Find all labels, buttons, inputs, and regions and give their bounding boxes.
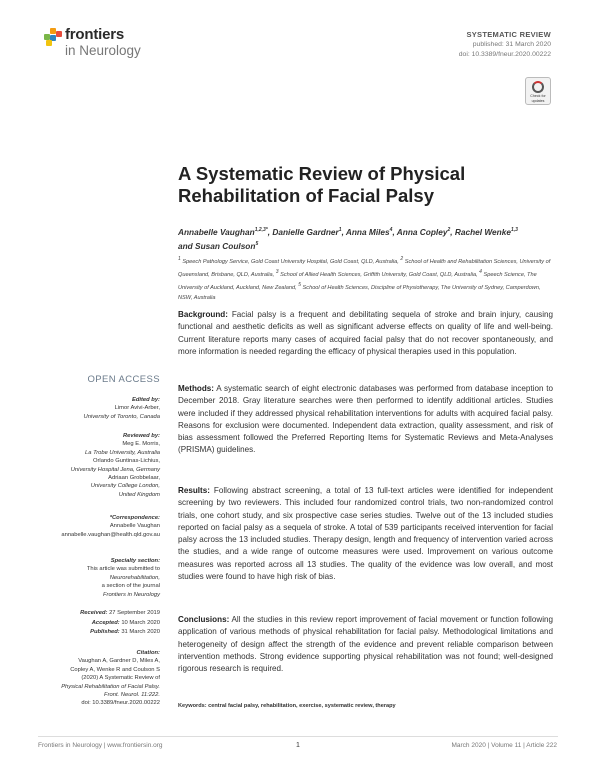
badge-line-1: Check for: [530, 94, 546, 98]
author-sup: 2: [447, 227, 451, 233]
author-list: [178, 224, 558, 252]
reviewer-affiliation: United Kingdom: [118, 491, 160, 498]
section-text: All the studies in this review report improvement of facial movement or function following application of various methods of physical rehabilitation for facial palsy. Methodological limitations and heterogeneity of design affect the strength of the evidence and prevent reliable comparison between intervention methods. Strong evidence supporting physical rehabilitation was not found; well-designed rigorous research is required.: [178, 615, 553, 674]
author-sup: 5: [255, 240, 259, 247]
reviewer-name[interactable]: Orlando Guntinas-Lichius,: [92, 458, 160, 465]
section-label: Background:: [178, 310, 228, 319]
accepted-value: 10 March 2020: [119, 619, 160, 626]
correspondence: [10, 514, 160, 539]
author-name[interactable]: and Susan Coulson: [178, 240, 256, 251]
edited-by-label: Edited by:: [131, 397, 160, 403]
reviewed-by: [10, 432, 160, 499]
author-sup: 1: [338, 227, 342, 233]
frontiers-logo-icon: [44, 28, 62, 46]
abstract-methods: [178, 383, 553, 457]
editor-name[interactable]: Limor Avivi-Arber,: [114, 405, 160, 412]
affil-sup: 1: [178, 256, 181, 262]
affiliation: Speech Science, The University of Auckland, Auckland, New Zealand,: [178, 271, 537, 291]
author-name[interactable]: , Anna Copley: [392, 226, 448, 237]
author-sup: 1,3: [510, 227, 518, 233]
citation-doi[interactable]: doi: 10.3389/fneur.2020.00222: [81, 700, 160, 707]
correspondence-email[interactable]: annabelle.vaughan@health.qld.gov.au: [61, 531, 160, 538]
published-date-side: [10, 628, 160, 638]
reviewer-affiliation: University Hospital Jena, Germany: [70, 466, 160, 473]
reviewer-affiliation: University College London,: [90, 483, 160, 490]
affiliation: School of Health and Rehabilitation Sciences, University of Queensland, Brisbane, QLD, Australia,: [178, 258, 551, 278]
affil-sup: 5: [298, 281, 301, 288]
author-name[interactable]: , Anna Miles: [341, 226, 390, 237]
author-sup: 4: [389, 227, 393, 233]
journal-name: in Neurology: [65, 43, 141, 58]
affil-sup: 3: [275, 268, 279, 275]
specialty-label: Specialty section:: [110, 558, 160, 564]
received-label: Received:: [80, 610, 108, 616]
specialty-section: [10, 557, 160, 599]
specialty-text: This article was submitted to: [86, 566, 160, 573]
open-access-label: OPEN ACCESS: [87, 374, 160, 385]
author-name[interactable]: , Danielle Gardner: [267, 226, 339, 237]
received-value: 27 September 2019: [107, 610, 160, 616]
footer-journal-link[interactable]: Frontiers in Neurology | www.frontiersin.org: [38, 742, 163, 749]
corresponding-author: Annabelle Vaughan: [109, 523, 160, 530]
article-meta: [459, 30, 551, 60]
section-text: Following abstract screening, a total of 13 full-text articles were identified for independent screening by two reviewers. This included four randomized control trials, two non-randomized control trials, one cohort study, and six prospective case series studies. Twelve out of the 13 included studies reported on facial palsy as a sequela of stroke. A total of 539 participants received intervention for facial palsy across the 13 included studies. Therapy design, length and frequency of intervention varied across the studies, and a wide range of outcome measures were used. Improvement on various outcome measures was reported across all 13 studies. The quality of the evidence was low overall, and most studies were found to have high risk of bias.: [178, 486, 553, 582]
reviewer-affiliation: La Trobe University, Australia: [85, 449, 160, 456]
footer-divider: [38, 736, 558, 737]
badge-line-2: updates: [531, 99, 545, 103]
abstract-background: [178, 309, 553, 358]
edited-by: [10, 396, 160, 421]
author-name[interactable]: , Rachel Wenke: [450, 226, 511, 237]
section-text: Facial palsy is a frequent and debilitating sequela of stroke and brain injury, causing functional and aesthetic deficits as well as significant adverse effects on quality of life and well-being. Current literature reports many cases of acquired facial palsy that do not recover spontaneously, and more information is needed regarding the efficacy of physical therapies used in this population.: [178, 310, 553, 356]
article-title: A Systematic Review of Physical Rehabilitation of Facial Palsy: [178, 163, 466, 206]
author-sup: 1,2,3*: [254, 227, 268, 233]
journal-logo[interactable]: [44, 26, 164, 62]
citation-text: Front. Neurol. 11:222.: [104, 692, 160, 699]
received-date: [10, 609, 160, 619]
author-name[interactable]: Annabelle Vaughan: [178, 226, 255, 237]
affiliation: School of Allied Health Sciences, Griffith University, Gold Coast, QLD, Australia,: [278, 271, 480, 278]
citation-text: Copley A, Wenke R and Coulson S: [70, 666, 160, 673]
section-label: Conclusions:: [178, 615, 230, 624]
abstract-conclusions: [178, 614, 553, 675]
specialty-text: a section of the journal: [101, 583, 160, 590]
affiliation: School of Health Sciences, Discipline of Physiotherapy, The University of Sydney, Camperdown, NSW, Australia: [178, 284, 541, 301]
section-text: A systematic search of eight electronic databases was performed from database inception to December 2018. Gray literature searches were then performed to identify additional articles. Studies were included if they addressed physical rehabilitation interventions for adults with acquired facial palsy. Reasons for exclusion were documented. Independent data extraction, quality assessment, and risk of bias assessment followed the Preferred Reporting Items for Systematic Reviews and Meta-Analyses (PRISMA) guidelines.: [178, 384, 553, 455]
affil-sup: 2: [400, 256, 404, 262]
citation-text: Physical Rehabilitation of Facial Palsy.: [61, 683, 160, 690]
specialty-text: Neurorehabilitation,: [109, 574, 160, 581]
accepted-date: [10, 619, 160, 629]
citation-text: Vaughan A, Gardner D, Miles A,: [78, 658, 160, 665]
keywords: Keywords: central facial palsy, rehabilitation, exercise, systematic review, therapy: [178, 703, 396, 709]
section-label: Methods:: [178, 384, 214, 393]
editor-affiliation: University of Toronto, Canada: [83, 413, 160, 420]
reviewed-by-label: Reviewed by:: [122, 433, 160, 439]
section-label: Results:: [178, 486, 210, 495]
article-type: SYSTEMATIC REVIEW: [466, 30, 551, 39]
published-date: published: 31 March 2020: [472, 41, 551, 48]
published-value: 31 March 2020: [119, 629, 160, 635]
citation-label: Citation:: [136, 650, 160, 656]
check-updates-icon: [532, 81, 544, 93]
doi[interactable]: doi: 10.3389/fneur.2020.00222: [458, 51, 551, 58]
affiliation: Speech Pathology Service, Gold Coast University Hospital, Gold Coast, QLD, Australia,: [180, 258, 401, 265]
citation: [10, 649, 160, 708]
reviewer-name[interactable]: Adriaan Grobbelaar,: [108, 475, 160, 482]
correspondence-label: *Correspondence:: [109, 515, 160, 521]
accepted-label: Accepted:: [91, 619, 120, 626]
affiliations: [178, 254, 556, 303]
published-label: Published:: [90, 629, 120, 635]
footer-issue-info: March 2020 | Volume 11 | Article 222: [451, 742, 557, 749]
page-number: 1: [296, 742, 300, 749]
abstract-results: [178, 485, 553, 583]
specialty-text: Frontiers in Neurology: [102, 591, 160, 598]
dates: [10, 609, 160, 638]
check-for-updates-button[interactable]: [525, 77, 551, 105]
brand-name: frontiers: [65, 26, 125, 43]
affil-sup: 4: [479, 268, 482, 275]
reviewer-name[interactable]: Meg E. Morris,: [122, 441, 160, 448]
citation-text: (2020) A Systematic Review of: [81, 675, 160, 682]
